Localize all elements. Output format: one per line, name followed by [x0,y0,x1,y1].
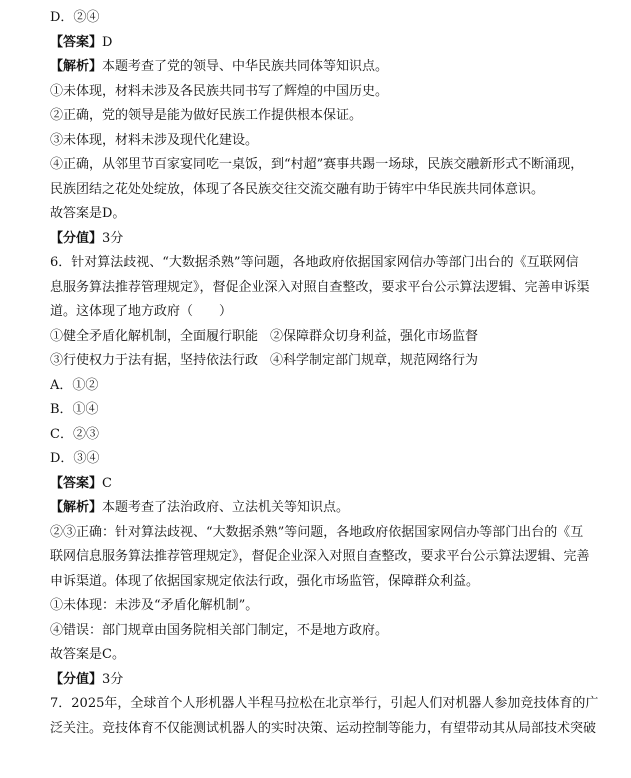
section-text: 3分 [102,230,124,246]
paragraph-line: ②③正确：针对算法歧视、“大数据杀熟”等问题，各地政府依据国家网信办等部门出台的《互 [50,524,584,540]
text-line: ④错误：部门规章由国务院相关部门制定，不是地方政府。 [50,622,389,638]
labeled-line [50,472,617,497]
paragraph-line: ④正确，从邻里节百家宴同吃一桌饭，到“村超”赛事共踢一场球，民族交融新形式不断涌现， [50,157,584,172]
labeled-line [50,31,617,56]
section-text: 本题考查了党的领导、中华民族共同体等知识点。 [102,59,389,74]
section-tag: 【解析】 [50,59,103,74]
section-tag: 【答案】 [50,34,103,50]
option-right: ④科学制定部门规章，规范网络行为 [270,353,479,368]
labeled-line [50,496,617,521]
option-left: ①健全矛盾化解机制，全面履行职能 [50,328,259,344]
text-line: 故答案是D。 [50,206,126,221]
paragraph-line: 道。这体现了地方政府（ ） [50,304,233,319]
text-line: B．①④ [50,402,99,417]
text-line: ①未体现：未涉及“矛盾化解机制”。 [50,598,259,613]
section-text: D [102,34,113,50]
section-text: 3分 [102,671,124,687]
text-line: D．③④ [50,451,100,466]
labeled-line [50,55,617,80]
section-tag: 【解析】 [50,500,103,515]
paragraph-line: 6．针对算法歧视、“大数据杀熟”等问题，各地政府依据国家网信办等部门出台的《互联网信 [50,255,579,270]
text-line: ②正确，党的领导是能为做好民族工作提供根本保证。 [50,108,363,123]
labeled-line [50,227,617,252]
text-line: C．②③ [50,426,99,442]
option-row [50,349,617,374]
text-line: A．①② [50,377,99,393]
text-line: ①未体现，材料未涉及各民族共同书写了辉煌的中国历史。 [50,83,389,99]
paragraph-line: 联网信息服务算法推荐管理规定》，督促企业深入对照自查整改，要求平台公示算法逻辑、完善 [50,549,590,564]
paragraph-line: 7．2025年，全球首个人形机器人半程马拉松在北京举行，引起人们对机器人参加竞技体育的广 [50,696,599,711]
text-line: D．②④ [50,10,100,25]
labeled-line [50,668,617,693]
text-line: ③未体现，材料未涉及现代化建设。 [50,132,259,148]
section-text: 本题考查了法治政府、立法机关等知识点。 [102,500,350,515]
section-tag: 【分值】 [50,230,103,246]
section-tag: 【分值】 [50,671,103,687]
text-line: 故答案是C。 [50,647,125,662]
paragraph-line: 息服务算法推荐管理规定》，督促企业深入对照自查整改，要求平台公示算法逻辑、完善申诉渠 [50,279,590,295]
option-row [50,325,617,350]
paragraph-line: 申诉渠道。体现了依据国家规定依法行政，强化市场监管，保障群众利益。 [50,573,480,589]
option-right: ②保障群众切身利益，强化市场监督 [270,328,479,344]
section-text: C [102,475,112,491]
section-tag: 【答案】 [50,475,103,491]
option-left: ③行使权力于法有据，坚持依法行政 [50,353,259,368]
paragraph-line: 民族团结之花处处绽放，体现了各民族交往交流交融有助于铸牢中华民族共同体意识。 [50,181,545,197]
paragraph-line: 泛关注。竞技体育不仅能测试机器人的实时决策、运动控制等能力，有望带动其从局部技术突破 [50,720,597,736]
